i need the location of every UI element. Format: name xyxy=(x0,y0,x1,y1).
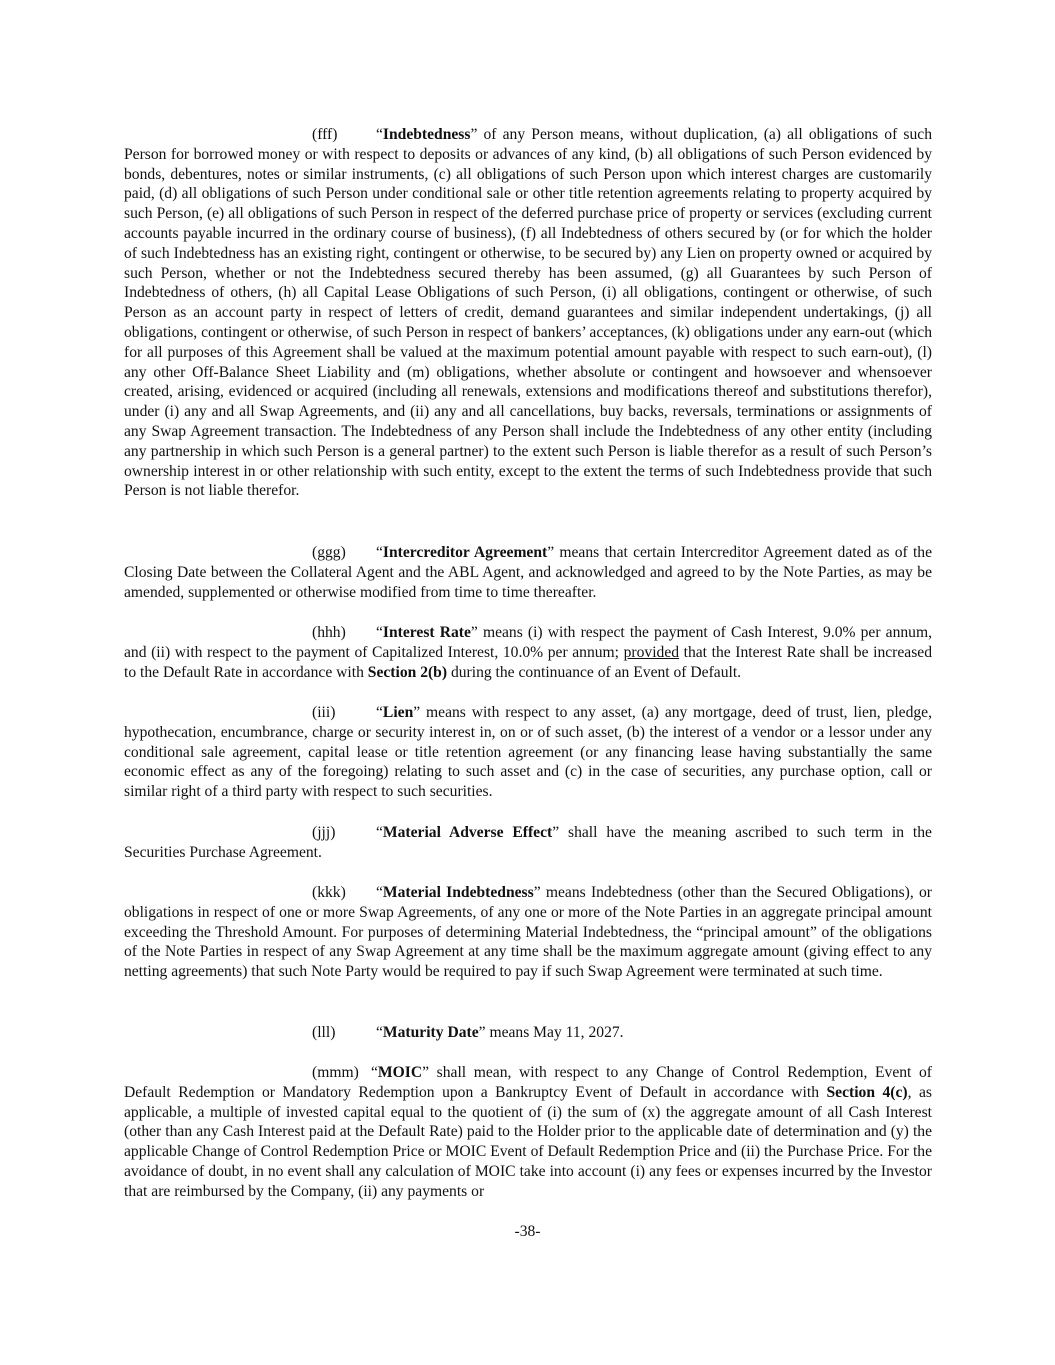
defined-term: Lien xyxy=(382,704,414,721)
open-quote: “ xyxy=(376,624,383,641)
defined-term: Material Indebtedness xyxy=(382,884,534,901)
clause-label: (lll) xyxy=(312,1024,336,1041)
definition-text: ” means (i) with respect the payment of Cash Interest, 9.0% per annum, and (ii) with respect to the payment of Capitalized Interest, 10.0% per annum; xyxy=(124,624,933,661)
definition-maturity-date xyxy=(124,1023,932,1043)
provided-underlined: provided xyxy=(623,643,680,661)
open-quote: “ xyxy=(376,1024,383,1041)
definition-text-end: during the continuance of an Event of Default. xyxy=(447,663,742,681)
open-quote: “ xyxy=(376,126,383,143)
definition-text: ” shall have the meaning ascribed to such term in the Securities Purchase Agreement. xyxy=(124,824,932,861)
definition-text: ” means Indebtedness (other than the Secured Obligations), or obligations in respect of one or more Swap Agreements, of any one or more of the Note Parties in an aggregate principal amount exceeding the Threshold Amount. For purposes of determining Material Indebtedness, the “principal amount” of the obligations of the Note Parties in respect of any Swap Agreement at any time shall be the maximum aggregate amount (giving effect to any netting agreements) that such Note Party would be required to pay if such Swap Agreement were terminated at such time. xyxy=(124,884,932,981)
definition-text: ” shall mean, with respect to any Change of Control Redemption, Event of Default Redemption or Mandatory Redemption upon a Bankruptcy Event of Default in accordance with xyxy=(124,1064,932,1101)
defined-term: Maturity Date xyxy=(382,1024,479,1041)
definition-text: ” of any Person means, without duplication, (a) all obligations of such Person for borrowed money or with respect to deposits or advances of any kind, (b) all obligations of such Person evidenced by bonds, debentures, notes or similar instruments, (c) all obligations of such Person upon which interest charges are customarily paid, (d) all obligations of such Person under conditional sale or other title retention agreements relating to property acquired by such Person, (e) all obligations of such Person in respect of the deferred purchase price of property or services (excluding current accounts payable incurred in the ordinary course of business), (f) all Indebtedness of others secured by (or for which the holder of such Indebtedness has an existing right, contingent or otherwise, to be secured by) any Lien on property owned or acquired by such Person, whether or not the Indebtedness secured thereby has been assumed, (g) all Guarantees by such Person of Indebtedness of others, (h) all Capital Lease Obligations of such Person, (i) all obligations, contingent or otherwise, of such Person as an account party in respect of letters of credit, demand guarantees and similar independent undertakings, (j) all obligations, contingent or otherwise, of such Person in respect of bankers’ acceptances, (k) obligations under any earn-out (which for all purposes of this Agreement shall be valued at the maximum potential amount payable with respect to such earn-out), (l) any other Off-Balance Sheet Liability and (m) obligations, whether absolute or contingent and howsoever and whensoever created, arising, evidenced or acquired (including all renewals, extensions and modifications thereof and substitutions therefor), under (i) any and all Swap Agreements, and (ii) any and all cancellations, buy backs, reversals, terminations or assignments of any Swap Agreement transaction. The Indebtedness of any Person shall include the Indebtedness of any other entity (including any partnership in which such Person is a general partner) to the extent such Person is liable therefor as a result of such Person’s ownership interest in or other relationship with such entity, except to the extent the terms of such Indebtedness provide that such Person is not liable therefor. xyxy=(124,126,932,500)
page-number: -38- xyxy=(514,1223,541,1240)
definition-text: ” means that certain Intercreditor Agreement dated as of the Closing Date between the Collateral Agent and the ABL Agent, and acknowledged and agreed to by the Note Parties, as may be amended, supplemented or otherwise modified from time to time thereafter. xyxy=(124,544,933,601)
definition-indebtedness xyxy=(124,125,932,501)
open-quote: “ xyxy=(376,544,383,561)
definition-text-continued: that the Interest Rate shall be increased to the Default Rate in accordance with xyxy=(124,643,932,681)
section-reference: Section 2(b) xyxy=(367,663,448,681)
defined-term: Indebtedness xyxy=(382,126,471,143)
open-quote: “ xyxy=(376,824,383,841)
definition-material-adverse-effect xyxy=(124,823,932,863)
clause-label: (hhh) xyxy=(312,624,346,641)
definition-lien xyxy=(124,703,932,802)
clause-label: (kkk) xyxy=(312,884,346,901)
open-quote: “ xyxy=(376,704,383,721)
definition-interest-rate xyxy=(124,623,932,682)
definition-material-indebtedness xyxy=(124,883,932,982)
section-reference: Section 4(c) xyxy=(826,1083,908,1101)
clause-label: (iii) xyxy=(312,704,336,721)
defined-term: Material Adverse Effect xyxy=(382,824,553,841)
definition-text: ” means with respect to any asset, (a) any mortgage, deed of trust, lien, pledge, hypothecation, encumbrance, charge or security interest in, on or of such asset, (b) the interest of a vendor or a lessor under any conditional sale agreement, capital lease or title retention agreement (or any financing lease having substantially the same economic effect as any of the foregoing) relating to such asset and (c) in the case of securities, any purchase option, call or similar right of a third party with respect to such securities. xyxy=(124,704,932,801)
definition-text-continued: , as applicable, a multiple of invested capital equal to the quotient of (i) the sum of (x) the aggregate amount of all Cash Interest (other than any Cash Interest paid at the Default Rate) paid to the Holder prior to the applicable date of determination and (y) the applicable Change of Control Redemption Price or MOIC Event of Default Redemption Price and (ii) the Purchase Price. For the avoidance of doubt, in no event shall any calculation of MOIC take into account (i) any fees or expenses incurred by the Investor that are reimbursed by the Company, (ii) any payments or xyxy=(124,1083,932,1200)
open-quote: “ xyxy=(376,884,383,901)
clause-label: (fff) xyxy=(312,126,338,143)
defined-term: Intercreditor Agreement xyxy=(382,544,548,561)
definition-text: ” means May 11, 2027. xyxy=(478,1024,624,1041)
defined-term: MOIC xyxy=(377,1064,423,1081)
definition-intercreditor-agreement xyxy=(124,543,932,602)
clause-label: (mmm) xyxy=(312,1064,359,1081)
clause-label: (ggg) xyxy=(312,544,346,561)
open-quote: “ xyxy=(371,1064,378,1081)
clause-label: (jjj) xyxy=(312,824,336,841)
defined-term: Interest Rate xyxy=(382,624,471,641)
definition-moic xyxy=(124,1063,932,1202)
